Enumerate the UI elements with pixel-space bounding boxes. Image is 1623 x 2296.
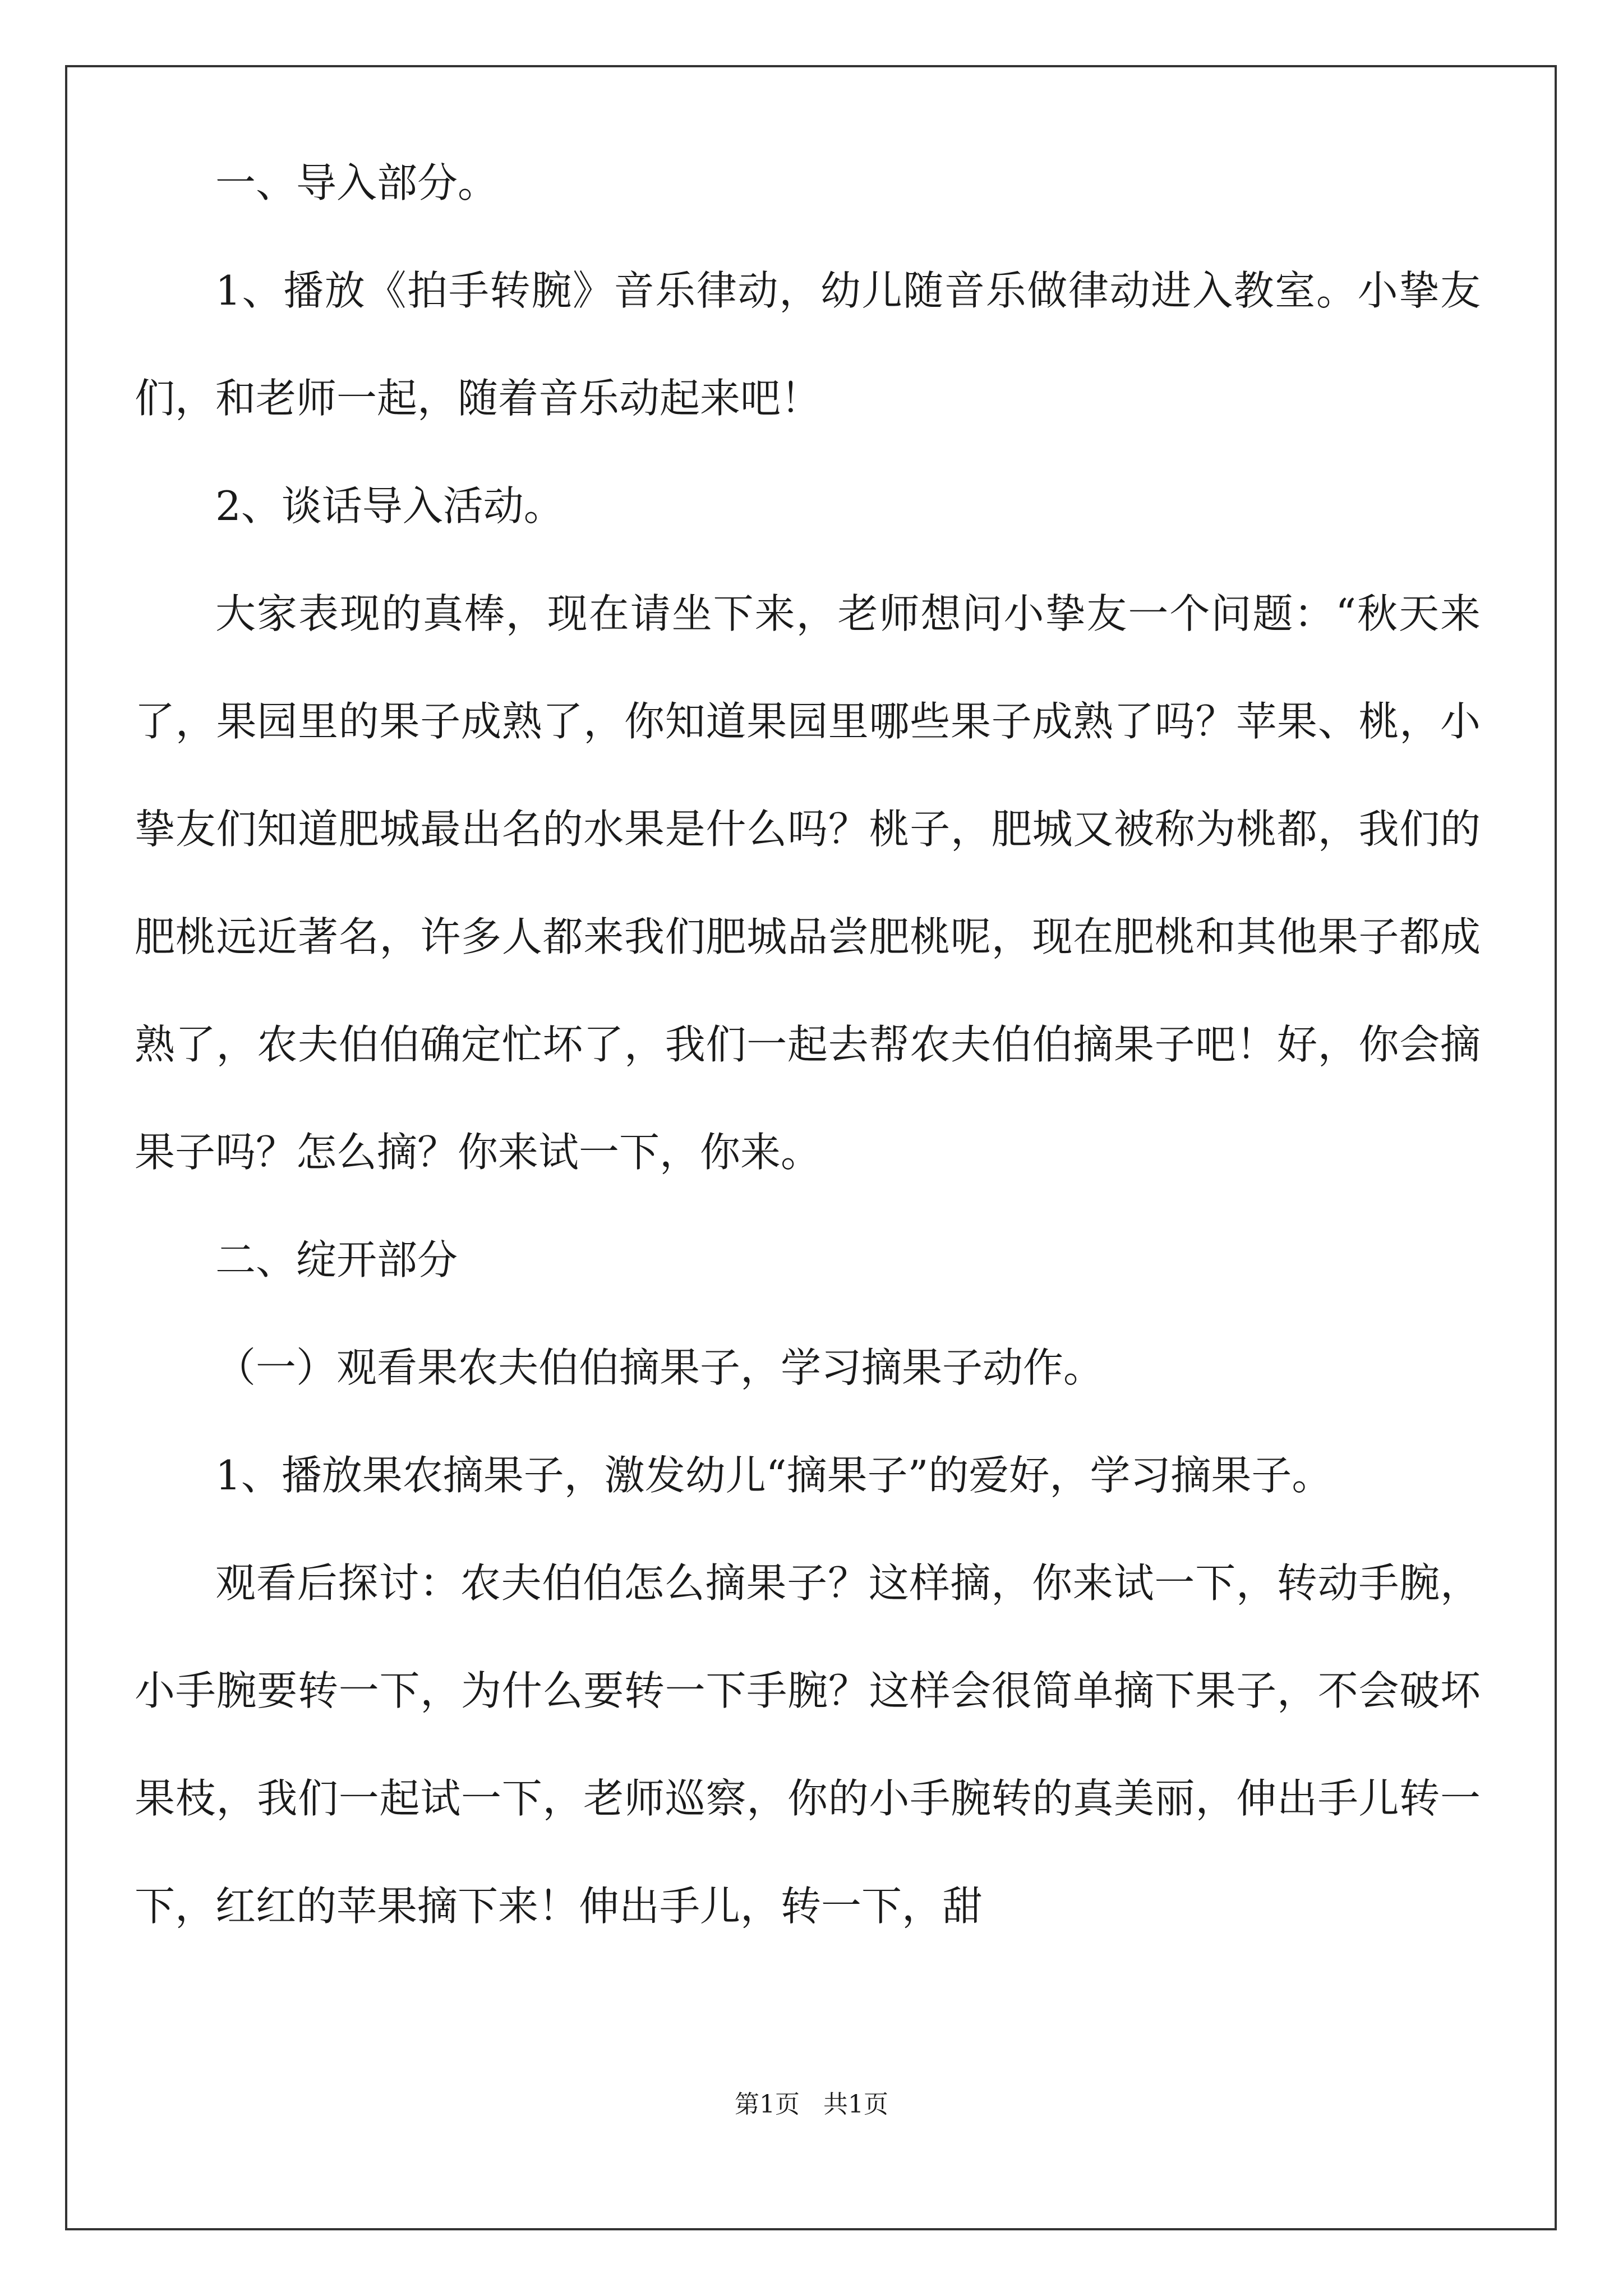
page-footer — [0, 2084, 1623, 2120]
page-number-current: 第1页 — [735, 2090, 800, 2119]
paragraph-expand-heading: 二、绽开部分 — [215, 1236, 458, 1283]
document-body — [135, 129, 1481, 1960]
paragraph-intro-heading: 一、导入部分。 — [215, 159, 499, 206]
paragraph-play-video: 1、播放果农摘果子，激发幼儿“摘果子”的爱好，学习摘果子。 — [215, 1452, 1332, 1499]
paragraph-teacher-question: 大家表现的真棒，现在请坐下来，老师想问小挚友一个问题：“秋天来了，果园里的果子成熟了，你知道果园里哪些果子成熟了吗？苹果、桃，小挚友们知道肥城最出名的水果是什么吗？桃子，肥城又被称为桃都，我们的肥桃远近著名，许多人都来我们肥城品尝肥桃呢，现在肥桃和其他果子都成熟了，农夫伯伯确定忙坏了，我们一起去帮农夫伯伯摘果子吧！好，你会摘果子吗？怎么摘？你来试一下，你来。 — [135, 590, 1481, 1176]
paragraph-discussion: 观看后探讨：农夫伯伯怎么摘果子？这样摘，你来试一下，转动手腕，小手腕要转一下，为什么要转一下手腕？这样会很简单摘下果子，不会破坏果枝，我们一起试一下，老师巡察，你的小手腕转的真美丽，伸出手儿转一下，红红的苹果摘下来！伸出手儿，转一下，甜 — [135, 1559, 1481, 1930]
paragraph-watch-farmer: （一）观看果农夫伯伯摘果子，学习摘果子动作。 — [215, 1344, 1104, 1391]
page-number-total: 共1页 — [823, 2090, 888, 2119]
paragraph-music-rhythm: 1、播放《拍手转腕》音乐律动，幼儿随音乐做律动进入教室。小挚友们，和老师一起，随着音乐动起来吧！ — [135, 267, 1481, 422]
paragraph-talk-intro: 2、谈话导入活动。 — [215, 482, 564, 530]
